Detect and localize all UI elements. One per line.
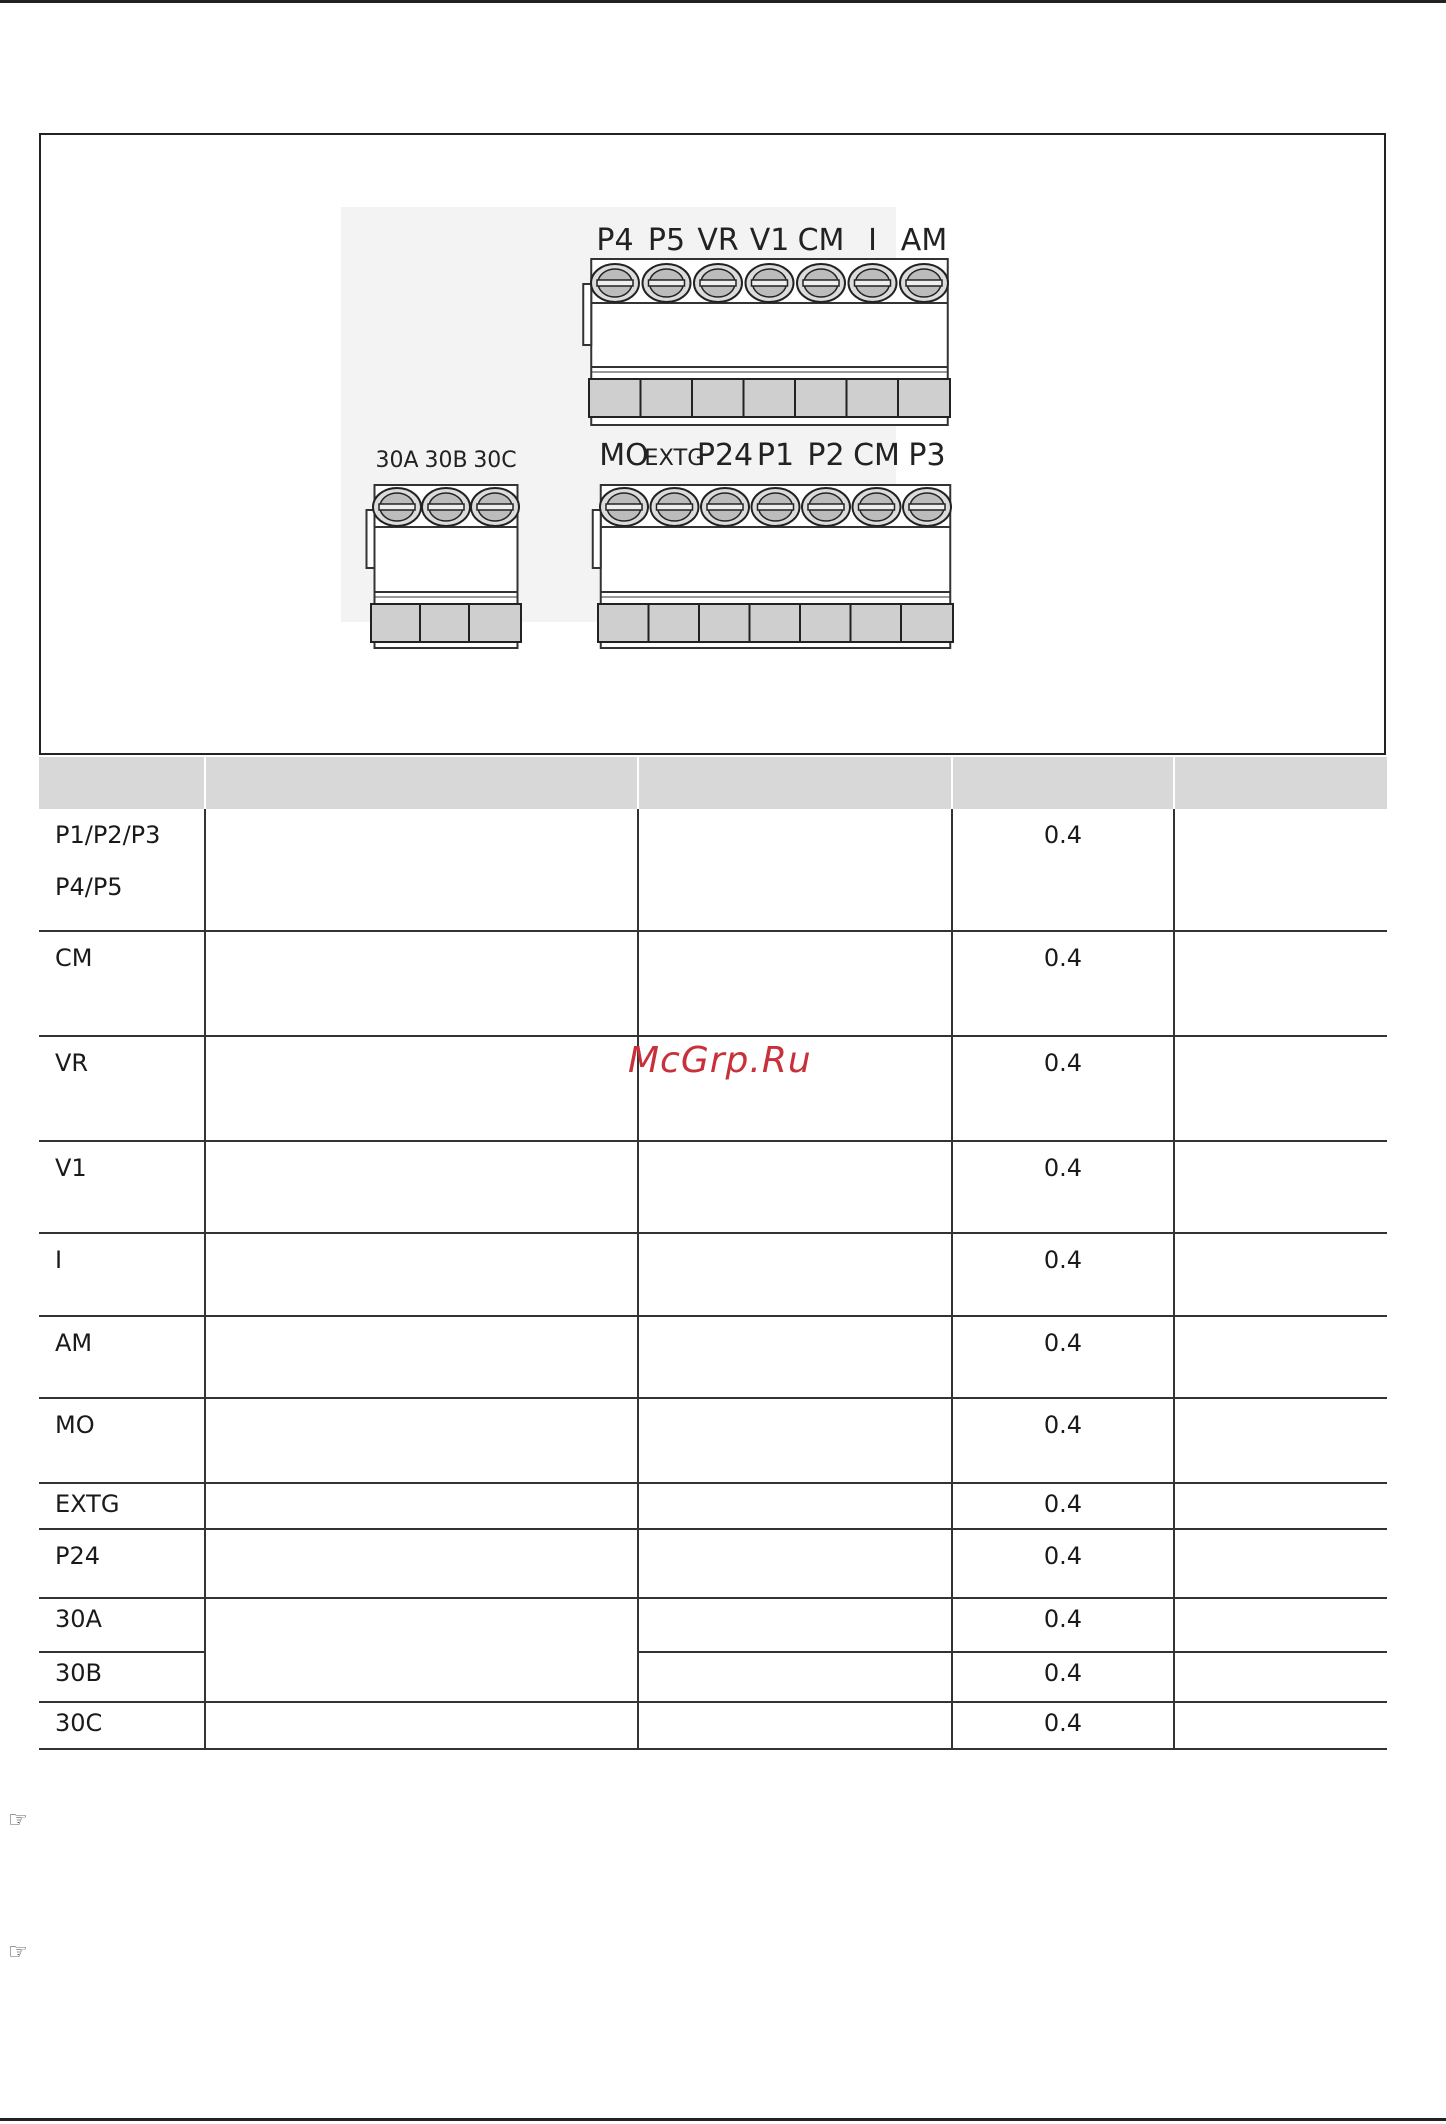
wire-size-cell: 0.4 — [952, 1316, 1174, 1398]
torque-cell — [1174, 1529, 1387, 1598]
torque-cell — [1174, 1652, 1387, 1702]
wire-entry-slot — [598, 604, 650, 642]
wire-entry-slot — [901, 604, 953, 642]
screw-slot — [752, 280, 788, 286]
screw-slot — [855, 280, 891, 286]
wire-entry-slot — [800, 604, 852, 642]
wire-entry-slot — [744, 379, 796, 417]
wire-entry-slot — [420, 604, 472, 642]
wire-size-cell: 0.4 — [952, 1702, 1174, 1749]
terminal-label: CM — [853, 438, 900, 473]
terminal-name-cell: MO — [39, 1398, 205, 1483]
function-cell — [205, 1529, 638, 1598]
terminal-name-cell: AM — [39, 1316, 205, 1398]
function-cell — [205, 1233, 638, 1316]
spec-cell — [638, 1598, 952, 1652]
terminal-name-cell: EXTG — [39, 1483, 205, 1529]
table-row — [39, 809, 1387, 931]
torque-cell — [1174, 1036, 1387, 1141]
table-row — [39, 1398, 1387, 1483]
torque-cell — [1174, 1141, 1387, 1233]
wire-entry-slot — [847, 379, 899, 417]
table-row — [39, 1141, 1387, 1233]
terminal-name-cell: 30C — [39, 1702, 205, 1749]
terminal-bracket — [367, 510, 375, 568]
table-row — [39, 1529, 1387, 1598]
header-cell-spec — [638, 757, 952, 809]
terminal-label: CM — [797, 223, 845, 258]
screw-slot — [606, 504, 642, 510]
wire-entry-slot — [692, 379, 744, 417]
terminal-label: VR — [697, 223, 739, 258]
spec-cell — [638, 1141, 952, 1233]
wire-size-cell: 0.4 — [952, 1652, 1174, 1702]
torque-cell — [1174, 1398, 1387, 1483]
screw-slot — [758, 504, 794, 510]
pointing-hand-icon: ☞ — [8, 1808, 28, 1833]
spec-cell — [638, 1652, 952, 1702]
function-cell — [205, 1316, 638, 1398]
header-cell-terminal — [39, 757, 205, 809]
wire-entry-slot — [649, 604, 701, 642]
screw-slot — [707, 504, 743, 510]
terminal-diagram-frame — [39, 133, 1386, 755]
screw-slot — [649, 280, 685, 286]
pointing-hand-icon: ☞ — [8, 1940, 28, 1965]
screw-slot — [909, 504, 945, 510]
screw-slot — [906, 280, 942, 286]
function-cell — [205, 1702, 638, 1749]
table-header-row — [39, 757, 1387, 809]
table-row — [39, 1598, 1387, 1652]
wire-entry-slot — [371, 604, 423, 642]
spec-cell — [638, 1702, 952, 1749]
wire-entry-slot — [795, 379, 847, 417]
torque-cell — [1174, 931, 1387, 1036]
table-row — [39, 1233, 1387, 1316]
table-row — [39, 1483, 1387, 1529]
wire-entry-slot — [469, 604, 521, 642]
terminal-name-cell: I — [39, 1233, 205, 1316]
spec-cell — [638, 1233, 952, 1316]
screw-slot — [379, 504, 415, 510]
terminal-name-cell — [39, 809, 205, 931]
wire-entry-slot — [641, 379, 693, 417]
terminal-name-cell: 30B — [39, 1652, 205, 1702]
terminal-label: EXTG — [644, 445, 705, 471]
terminal-bracket — [593, 510, 601, 568]
screw-slot — [477, 504, 513, 510]
torque-cell — [1174, 1233, 1387, 1316]
function-cell — [205, 1598, 638, 1702]
wire-size-cell: 0.4 — [952, 1398, 1174, 1483]
screw-slot — [428, 504, 464, 510]
screw-slot — [700, 280, 736, 286]
wire-size-cell: 0.4 — [952, 1483, 1174, 1529]
wire-size-cell: 0.4 — [952, 1233, 1174, 1316]
torque-cell — [1174, 1598, 1387, 1652]
wire-entry-slot — [750, 604, 802, 642]
terminal-name-cell: VR — [39, 1036, 205, 1141]
torque-cell — [1174, 809, 1387, 931]
terminal-spec-table — [39, 757, 1387, 1750]
bottom-rule — [0, 2118, 1446, 2121]
terminal-label: 30B — [424, 448, 468, 473]
spec-cell — [638, 1529, 952, 1598]
terminal-name-cell: CM — [39, 931, 205, 1036]
terminal-label: P3 — [908, 438, 946, 473]
terminal-label: MO — [599, 438, 649, 473]
terminal-label: P24 — [696, 438, 754, 473]
terminal-name-cell: P24 — [39, 1529, 205, 1598]
function-cell — [205, 1483, 638, 1529]
wire-entry-slot — [589, 379, 641, 417]
wire-size-cell: 0.4 — [952, 1036, 1174, 1141]
terminal-label: P1 — [756, 438, 795, 473]
screw-slot — [808, 504, 844, 510]
function-cell — [205, 1141, 638, 1233]
header-cell-wire-size — [952, 757, 1174, 809]
terminal-name: P1/P2/P3 — [55, 821, 161, 849]
terminal-label: AM — [900, 223, 948, 258]
watermark: McGrp.Ru — [628, 1040, 812, 1081]
terminal-bracket — [583, 284, 591, 345]
torque-cell — [1174, 1702, 1387, 1749]
function-cell — [205, 1036, 638, 1141]
wire-entry-slot — [699, 604, 751, 642]
wire-entry-slot — [898, 379, 950, 417]
torque-cell — [1174, 1483, 1387, 1529]
screw-slot — [597, 280, 633, 286]
terminal-name: P4/P5 — [55, 873, 123, 901]
wire-size-cell: 0.4 — [952, 1529, 1174, 1598]
header-cell-torque — [1174, 757, 1387, 809]
spec-cell — [638, 931, 952, 1036]
function-cell — [205, 931, 638, 1036]
wire-entry-slot — [851, 604, 903, 642]
terminal-label: I — [868, 223, 877, 258]
spec-cell — [638, 809, 952, 931]
function-cell — [205, 809, 638, 931]
function-cell — [205, 1398, 638, 1483]
terminal-block-diagram — [41, 135, 1384, 753]
torque-cell — [1174, 1316, 1387, 1398]
table-row — [39, 1702, 1387, 1749]
spec-cell — [638, 1316, 952, 1398]
terminal-name-cell: 30A — [39, 1598, 205, 1652]
terminal-label: 30C — [473, 448, 517, 473]
wire-size-cell: 0.4 — [952, 1598, 1174, 1652]
terminal-label: P2 — [807, 438, 845, 473]
screw-slot — [859, 504, 895, 510]
wire-size-cell: 0.4 — [952, 1141, 1174, 1233]
terminal-label: P5 — [647, 223, 686, 258]
terminal-name-cell: V1 — [39, 1141, 205, 1233]
table-row — [39, 931, 1387, 1036]
table-row — [39, 1316, 1387, 1398]
top-rule — [0, 0, 1446, 3]
terminal-label: P4 — [596, 223, 634, 258]
wire-size-cell: 0.4 — [952, 931, 1174, 1036]
terminal-label: 30A — [375, 448, 419, 473]
wire-size-cell: 0.4 — [952, 809, 1174, 931]
spec-cell — [638, 1483, 952, 1529]
spec-cell — [638, 1398, 952, 1483]
screw-slot — [803, 280, 839, 286]
screw-slot — [657, 504, 693, 510]
header-cell-function — [205, 757, 638, 809]
terminal-label: V1 — [749, 223, 790, 258]
